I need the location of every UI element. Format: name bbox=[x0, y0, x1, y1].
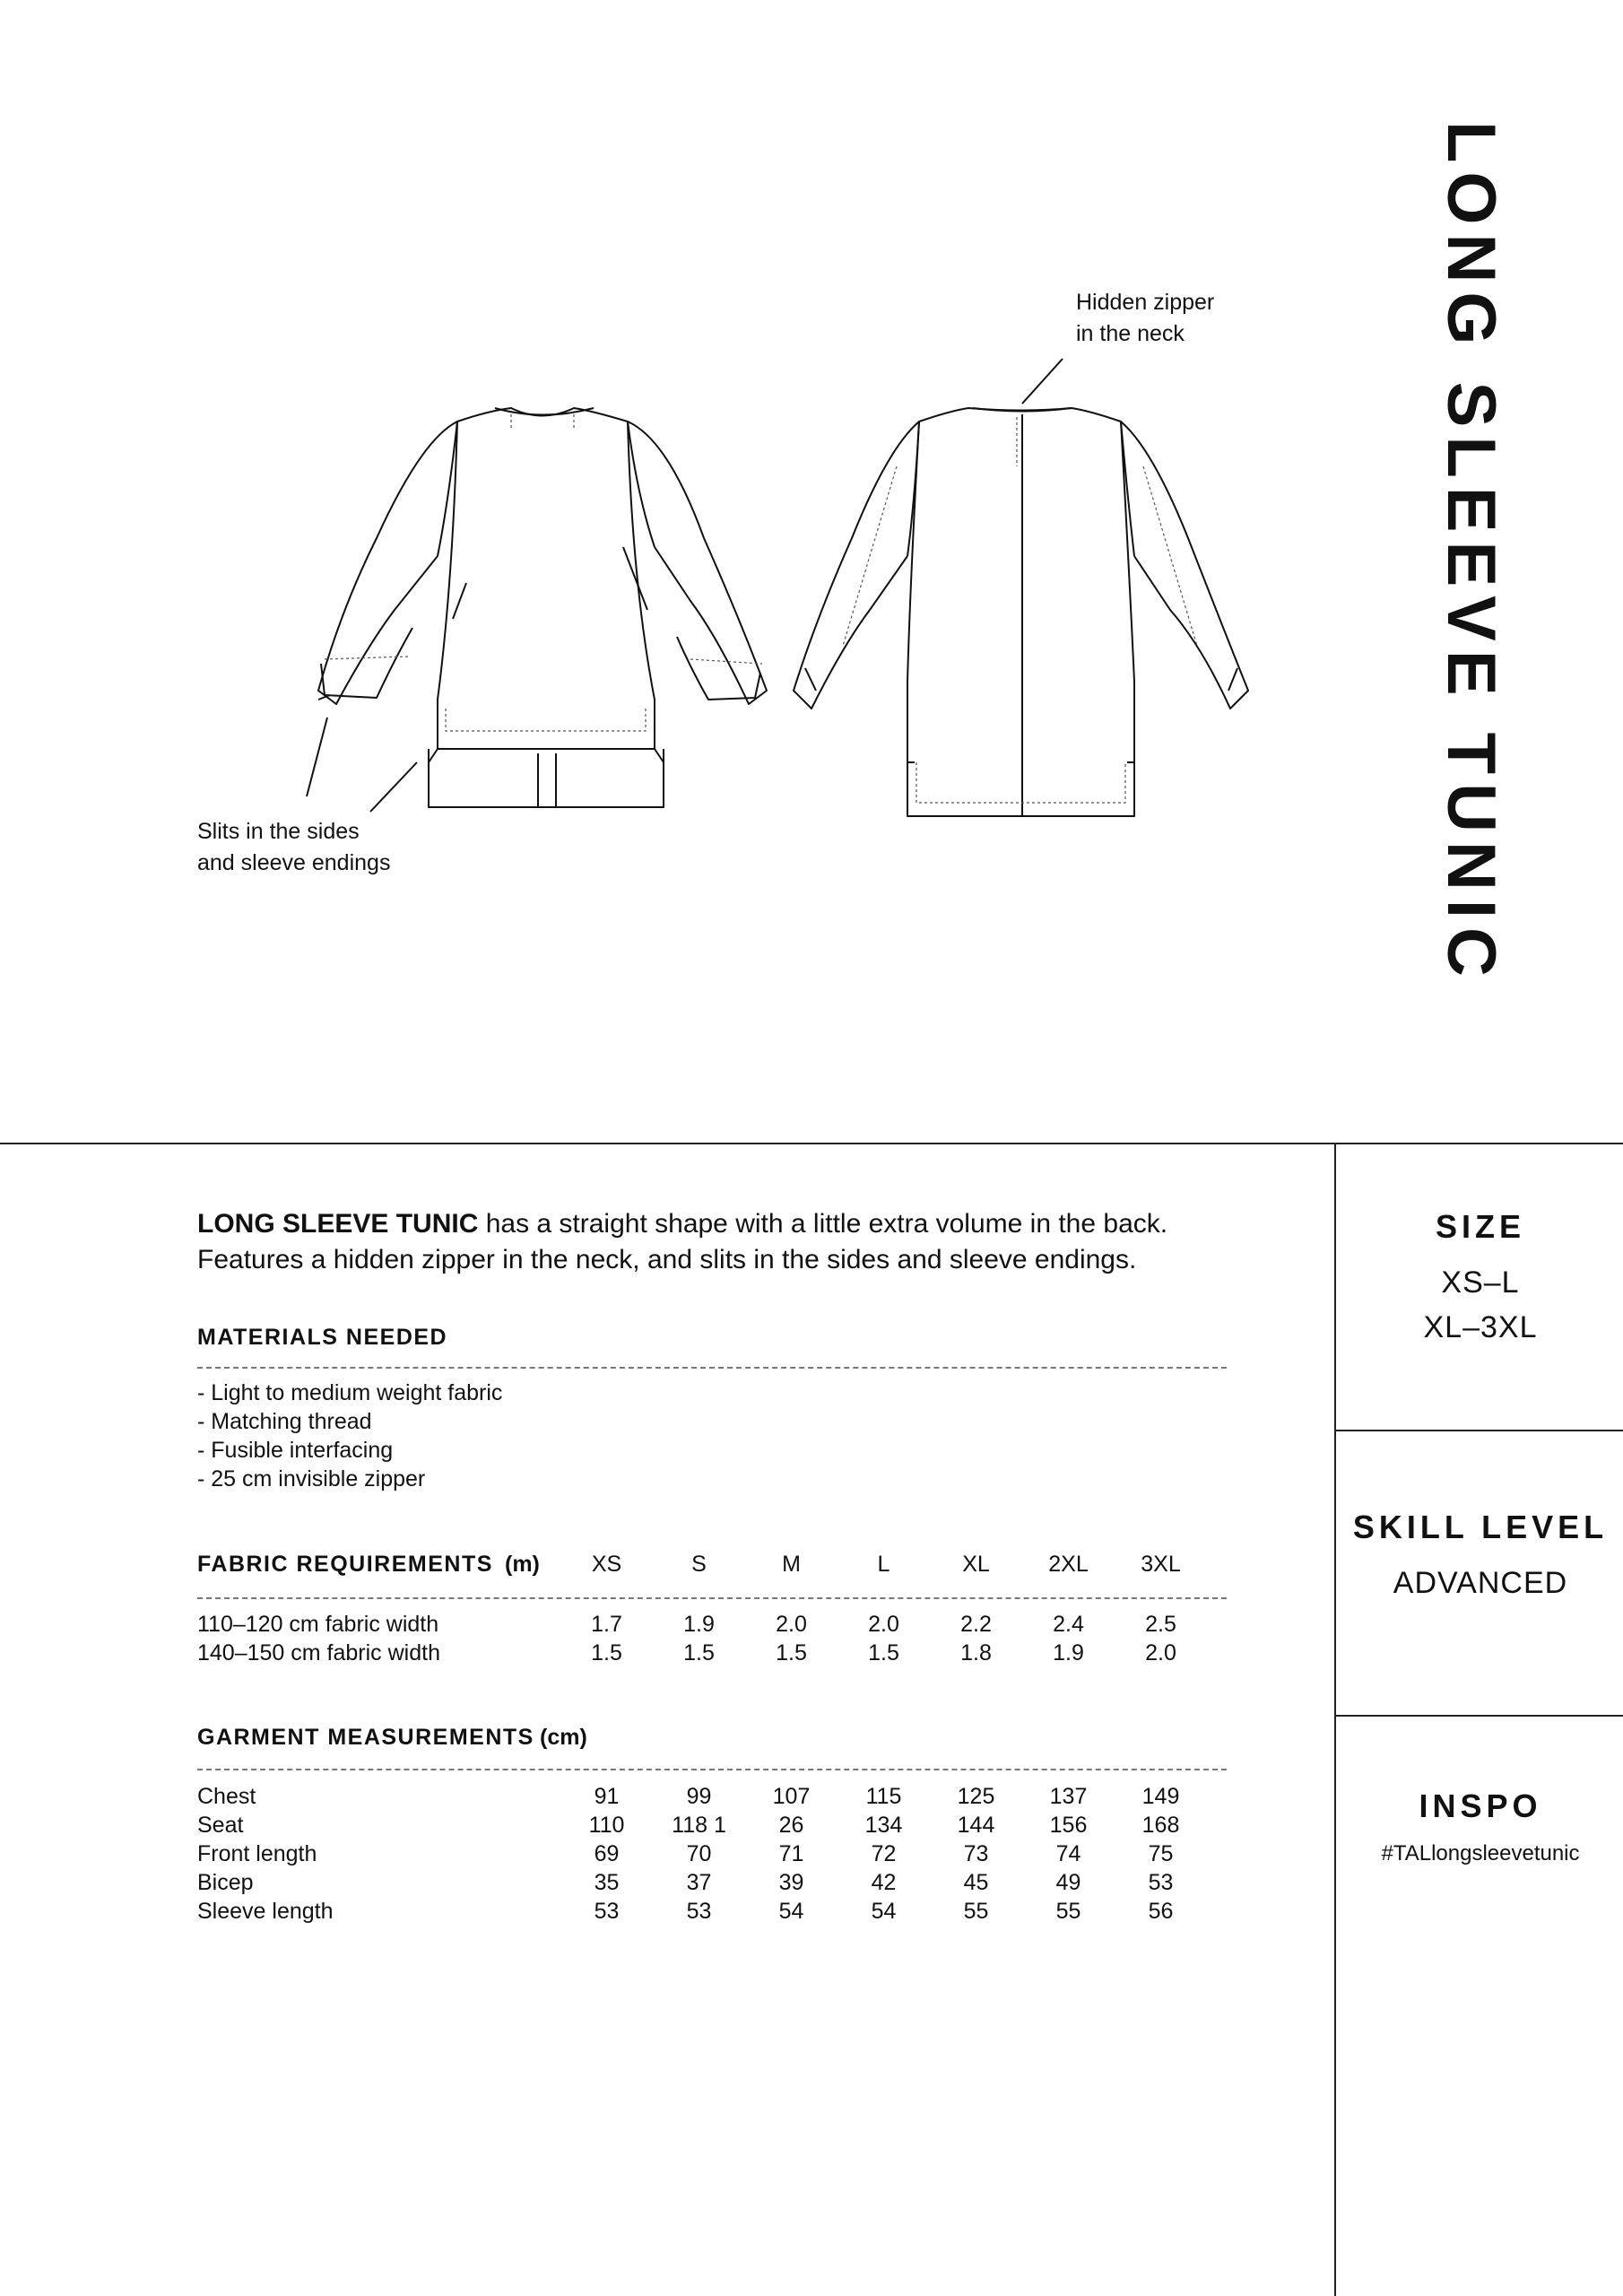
intro-text-line2: Features a hidden zipper in the neck, and slits in the sides and sleeve endings. bbox=[197, 1245, 1137, 1274]
cell: 53 bbox=[594, 1899, 620, 1924]
cell: 74 bbox=[1055, 1841, 1081, 1866]
cell: 2.4 bbox=[1053, 1612, 1084, 1637]
callout-slits-line2: and sleeve endings bbox=[197, 850, 391, 875]
table-row bbox=[197, 1610, 1207, 1639]
materials-list bbox=[197, 1378, 502, 1493]
cell: 42 bbox=[871, 1870, 897, 1895]
cell: 2.0 bbox=[776, 1612, 807, 1637]
sidebar-divider-skill bbox=[1334, 1715, 1623, 1717]
materials-title: MATERIALS NEEDED bbox=[197, 1325, 448, 1350]
callout-slits bbox=[197, 816, 390, 879]
cell: 35 bbox=[594, 1870, 620, 1895]
size-header-3xl: 3XL bbox=[1141, 1552, 1181, 1577]
materials-dashed-rule bbox=[197, 1367, 1227, 1369]
cell: 118 1 bbox=[672, 1813, 726, 1838]
cell: 1.9 bbox=[1053, 1640, 1084, 1665]
callout-zipper bbox=[1076, 287, 1214, 350]
size-header-2xl: 2XL bbox=[1048, 1552, 1089, 1577]
tunic-technical-drawing bbox=[0, 0, 1623, 1139]
cell: 45 bbox=[963, 1870, 989, 1895]
size-header-xs: XS bbox=[591, 1552, 622, 1577]
cell: 2.2 bbox=[960, 1612, 992, 1637]
materials-item: - 25 cm invisible zipper bbox=[197, 1466, 426, 1492]
cell: 53 bbox=[1148, 1870, 1174, 1895]
cell: 71 bbox=[778, 1841, 804, 1866]
cell: 2.0 bbox=[1145, 1640, 1176, 1665]
cell: 144 bbox=[957, 1813, 995, 1838]
row-label: Seat bbox=[197, 1813, 244, 1838]
table-row bbox=[197, 1868, 1207, 1897]
materials-item: - Matching thread bbox=[197, 1409, 372, 1434]
garment-title: GARMENT MEASUREMENTS bbox=[197, 1725, 534, 1750]
cell: 2.5 bbox=[1145, 1612, 1176, 1637]
front-view-drawing bbox=[318, 408, 767, 807]
table-row bbox=[197, 1782, 1207, 1811]
cell: 156 bbox=[1049, 1813, 1088, 1838]
size-header-m: M bbox=[782, 1552, 801, 1577]
row-label: 110–120 cm fabric width bbox=[197, 1612, 439, 1637]
row-label: Bicep bbox=[197, 1870, 254, 1895]
cell: 72 bbox=[871, 1841, 897, 1866]
cell: 26 bbox=[778, 1813, 804, 1838]
size-header-xl: XL bbox=[962, 1552, 990, 1577]
size-header-l: L bbox=[877, 1552, 890, 1577]
cell: 149 bbox=[1141, 1784, 1180, 1809]
cell: 75 bbox=[1148, 1841, 1174, 1866]
callout-slits-line1: Slits in the sides bbox=[197, 819, 360, 844]
row-label: Front length bbox=[197, 1841, 317, 1866]
cell: 69 bbox=[594, 1841, 620, 1866]
skill-level-value: ADVANCED bbox=[1393, 1566, 1568, 1600]
back-view-drawing bbox=[794, 408, 1248, 816]
cell: 125 bbox=[957, 1784, 995, 1809]
fabric-title: FABRIC REQUIREMENTS bbox=[197, 1552, 493, 1577]
materials-item: - Light to medium weight fabric bbox=[197, 1380, 503, 1405]
cell: 1.7 bbox=[591, 1612, 622, 1637]
page-title: LONG SLEEVE TUNIC bbox=[1433, 121, 1509, 986]
fabric-unit: (m) bbox=[505, 1552, 540, 1577]
inspo-hashtag[interactable]: #TALlongsleevetunic bbox=[1381, 1841, 1580, 1866]
cell: 91 bbox=[594, 1784, 620, 1809]
cell: 37 bbox=[686, 1870, 712, 1895]
row-label: 140–150 cm fabric width bbox=[197, 1640, 440, 1665]
fabric-table bbox=[197, 1610, 1207, 1667]
table-row bbox=[197, 1839, 1207, 1868]
callout-zipper-line1: Hidden zipper bbox=[1076, 290, 1215, 315]
cell: 53 bbox=[686, 1899, 712, 1924]
table-row bbox=[197, 1639, 1207, 1667]
size-title: SIZE bbox=[1435, 1208, 1525, 1245]
garment-header-row bbox=[197, 1725, 1228, 1753]
cell: 73 bbox=[963, 1841, 989, 1866]
table-row bbox=[197, 1897, 1207, 1926]
intro-text-line1: has a straight shape with a little extra volume in the back. bbox=[478, 1209, 1168, 1239]
cell: 70 bbox=[686, 1841, 712, 1866]
fabric-header-row bbox=[197, 1552, 1228, 1580]
cell: 134 bbox=[864, 1813, 903, 1838]
skill-level-title: SKILL LEVEL bbox=[1352, 1509, 1609, 1545]
cell: 1.5 bbox=[868, 1640, 899, 1665]
row-label: Chest bbox=[197, 1784, 256, 1809]
row-label: Sleeve length bbox=[197, 1899, 334, 1924]
sidebar-divider-size bbox=[1334, 1430, 1623, 1431]
garment-dashed-rule bbox=[197, 1769, 1227, 1770]
cell: 115 bbox=[865, 1784, 902, 1809]
sidebar-divider bbox=[1334, 1143, 1336, 2296]
cell: 56 bbox=[1148, 1899, 1174, 1924]
cell: 49 bbox=[1055, 1870, 1081, 1895]
inspo-title: INSPO bbox=[1419, 1787, 1542, 1824]
cell: 55 bbox=[963, 1899, 989, 1924]
cell: 1.5 bbox=[776, 1640, 807, 1665]
cell: 1.8 bbox=[960, 1640, 992, 1665]
cell: 110 bbox=[588, 1813, 625, 1838]
cell: 54 bbox=[871, 1899, 897, 1924]
cell: 1.5 bbox=[591, 1640, 622, 1665]
garment-unit: (cm) bbox=[540, 1725, 587, 1750]
intro-paragraph bbox=[197, 1206, 1255, 1278]
callout-zipper-line2: in the neck bbox=[1076, 321, 1185, 346]
materials-item: - Fusible interfacing bbox=[197, 1438, 394, 1463]
garment-table bbox=[197, 1782, 1207, 1926]
cell: 137 bbox=[1049, 1784, 1088, 1809]
size-header-s: S bbox=[691, 1552, 707, 1577]
fabric-dashed-rule bbox=[197, 1597, 1227, 1599]
cell: 55 bbox=[1055, 1899, 1081, 1924]
intro-name: LONG SLEEVE TUNIC bbox=[197, 1209, 479, 1239]
section-divider bbox=[0, 1143, 1623, 1144]
cell: 39 bbox=[778, 1870, 804, 1895]
cell: 107 bbox=[772, 1784, 811, 1809]
table-row bbox=[197, 1811, 1207, 1839]
cell: 1.9 bbox=[683, 1612, 715, 1637]
cell: 99 bbox=[686, 1784, 712, 1809]
cell: 1.5 bbox=[683, 1640, 715, 1665]
size-range-2: XL–3XL bbox=[1423, 1310, 1538, 1344]
cell: 2.0 bbox=[868, 1612, 899, 1637]
size-range-1: XS–L bbox=[1441, 1265, 1520, 1300]
cell: 54 bbox=[778, 1899, 804, 1924]
cell: 168 bbox=[1141, 1813, 1180, 1838]
